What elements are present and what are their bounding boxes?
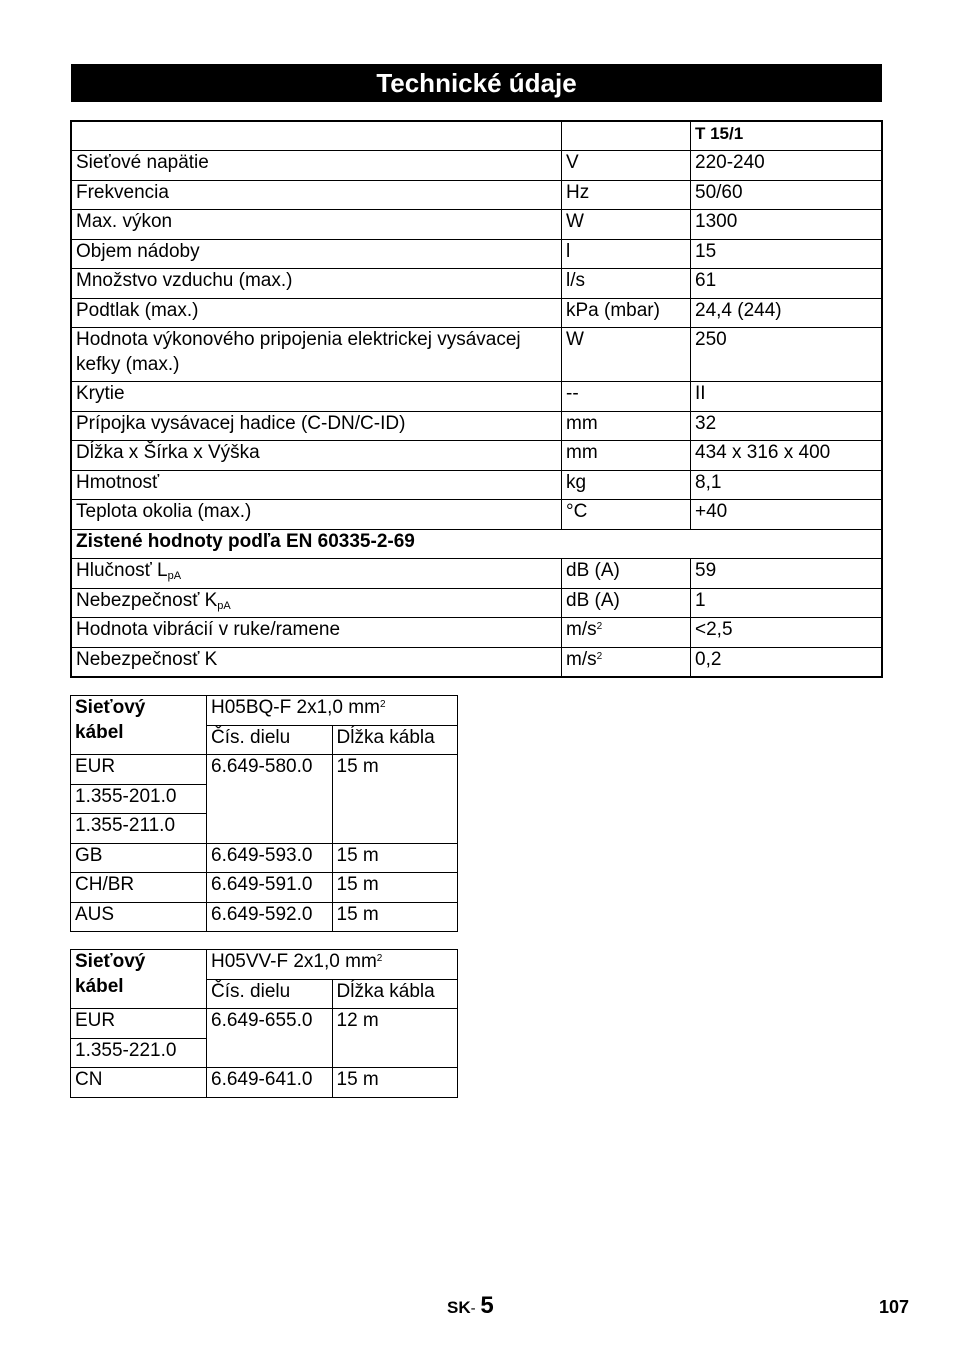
table-row <box>71 1009 458 1039</box>
table-row <box>71 843 458 873</box>
spec-label: Dĺžka x Šírka x Výška <box>71 441 562 471</box>
table-row <box>71 618 882 648</box>
table-row <box>71 411 882 441</box>
cable-length: 15 m <box>332 873 458 903</box>
spec-unit: -- <box>562 382 691 412</box>
spec-label: Nebezpečnosť $K_{pA}$ <box>71 588 562 618</box>
section-row <box>71 529 882 559</box>
spec-value: 1300 <box>691 210 883 240</box>
table-row <box>71 470 882 500</box>
spec-unit: l/s <box>562 269 691 299</box>
cable-region: 1.355-221.0 <box>71 1038 207 1068</box>
table-row <box>71 559 882 589</box>
col-length-header: Dĺžka kábla <box>332 979 458 1009</box>
table-row <box>71 210 882 240</box>
spec-value: +40 <box>691 500 883 530</box>
cable-length: 15 m <box>332 843 458 873</box>
spec-unit: mm <box>562 441 691 471</box>
cable-heading: Sieťový kábel <box>71 950 207 1009</box>
spec-unit: $m/s^2$ <box>562 618 691 648</box>
spec-label: Hlučnosť $L_{pA}$ <box>71 559 562 589</box>
cable-region: AUS <box>71 902 207 932</box>
cable-region: 1.355-201.0 <box>71 784 207 814</box>
cable-region: 1.355-211.0 <box>71 814 207 844</box>
table-row <box>71 588 882 618</box>
spec-value: 434 x 316 x 400 <box>691 441 883 471</box>
spec-value: 250 <box>691 328 883 382</box>
section-marker: SK- 5 <box>447 1292 494 1319</box>
model-name: T 15/1 <box>691 121 883 151</box>
spec-unit: mm <box>562 411 691 441</box>
spec-label: Hodnota vibrácií v ruke/ramene <box>71 618 562 648</box>
spec-label: Prípojka vysávacej hadice (C-DN/C-ID) <box>71 411 562 441</box>
spec-label: Sieťové napätie <box>71 151 562 181</box>
spec-unit: l <box>562 239 691 269</box>
spec-unit: $m/s^2$ <box>562 647 691 677</box>
table-row <box>71 298 882 328</box>
spec-table <box>70 120 883 678</box>
spec-label: Frekvencia <box>71 180 562 210</box>
cable-region: EUR <box>71 755 207 785</box>
table-row <box>71 151 882 181</box>
spec-value: <2,5 <box>691 618 883 648</box>
spec-value: II <box>691 382 883 412</box>
table-row <box>71 239 882 269</box>
col-part-header: Čís. dielu <box>207 979 333 1009</box>
spec-value: 15 <box>691 239 883 269</box>
spec-value: 59 <box>691 559 883 589</box>
spec-value: 220-240 <box>691 151 883 181</box>
cable-table-h05vv <box>70 949 458 1098</box>
spec-value: 1 <box>691 588 883 618</box>
table-row <box>71 441 882 471</box>
cable-type: H05BQ-F 2x1,0 $mm^2$ <box>207 696 458 726</box>
spec-unit: dB (A) <box>562 588 691 618</box>
table-row <box>71 647 882 677</box>
spec-unit: Hz <box>562 180 691 210</box>
col-part-header: Čís. dielu <box>207 725 333 755</box>
spec-unit: kPa (mbar) <box>562 298 691 328</box>
spec-label: Hmotnosť <box>71 470 562 500</box>
cable-region: CN <box>71 1068 207 1098</box>
spec-value: 50/60 <box>691 180 883 210</box>
page-number: 107 <box>879 1297 910 1317</box>
table-row <box>71 269 882 299</box>
spec-value: 8,1 <box>691 470 883 500</box>
table-row <box>71 755 458 785</box>
cable-part-number: 6.649-591.0 <box>207 873 333 903</box>
cable-length: 15 m <box>332 902 458 932</box>
cable-region: CH/BR <box>71 873 207 903</box>
cable-part-number: 6.649-580.0 <box>207 755 333 844</box>
spec-unit: °C <box>562 500 691 530</box>
spec-label: Krytie <box>71 382 562 412</box>
table-row <box>71 696 458 726</box>
section-heading: Zistené hodnoty podľa EN 60335-2-69 <box>71 529 882 559</box>
spec-label: Objem nádoby <box>71 239 562 269</box>
spec-value: 61 <box>691 269 883 299</box>
spec-unit: dB (A) <box>562 559 691 589</box>
cable-part-number: 6.649-641.0 <box>207 1068 333 1098</box>
cable-table-h05bq <box>70 695 458 932</box>
table-row <box>71 328 882 382</box>
cable-type: H05VV-F 2x1,0 $mm^2$ <box>207 950 458 980</box>
table-row <box>71 180 882 210</box>
col-length-header: Dĺžka kábla <box>332 725 458 755</box>
cable-region: GB <box>71 843 207 873</box>
cable-part-number: 6.649-655.0 <box>207 1009 333 1068</box>
spec-label: Nebezpečnosť K <box>71 647 562 677</box>
spec-value: 0,2 <box>691 647 883 677</box>
spec-label: Podtlak (max.) <box>71 298 562 328</box>
spec-value: 32 <box>691 411 883 441</box>
table-row <box>71 500 882 530</box>
spec-unit: kg <box>562 470 691 500</box>
cable-length: 12 m <box>332 1009 458 1068</box>
cable-part-number: 6.649-592.0 <box>207 902 333 932</box>
cable-heading: Sieťový kábel <box>71 696 207 755</box>
cable-length: 15 m <box>332 755 458 844</box>
table-row <box>71 873 458 903</box>
table-row <box>71 382 882 412</box>
cable-length: 15 m <box>332 1068 458 1098</box>
spec-label: Teplota okolia (max.) <box>71 500 562 530</box>
spec-label: Hodnota výkonového pripojenia elektrickej vysávacej kefky (max.) <box>71 328 562 382</box>
spec-value: 24,4 (244) <box>691 298 883 328</box>
spec-unit: W <box>562 210 691 240</box>
cable-region: EUR <box>71 1009 207 1039</box>
cable-part-number: 6.649-593.0 <box>207 843 333 873</box>
spec-label: Max. výkon <box>71 210 562 240</box>
spec-unit: V <box>562 151 691 181</box>
table-header-row <box>71 121 882 151</box>
table-row <box>71 950 458 980</box>
spec-unit: W <box>562 328 691 382</box>
table-row <box>71 1068 458 1098</box>
table-row <box>71 902 458 932</box>
spec-label: Množstvo vzduchu (max.) <box>71 269 562 299</box>
page-title: Technické údaje <box>71 64 882 102</box>
